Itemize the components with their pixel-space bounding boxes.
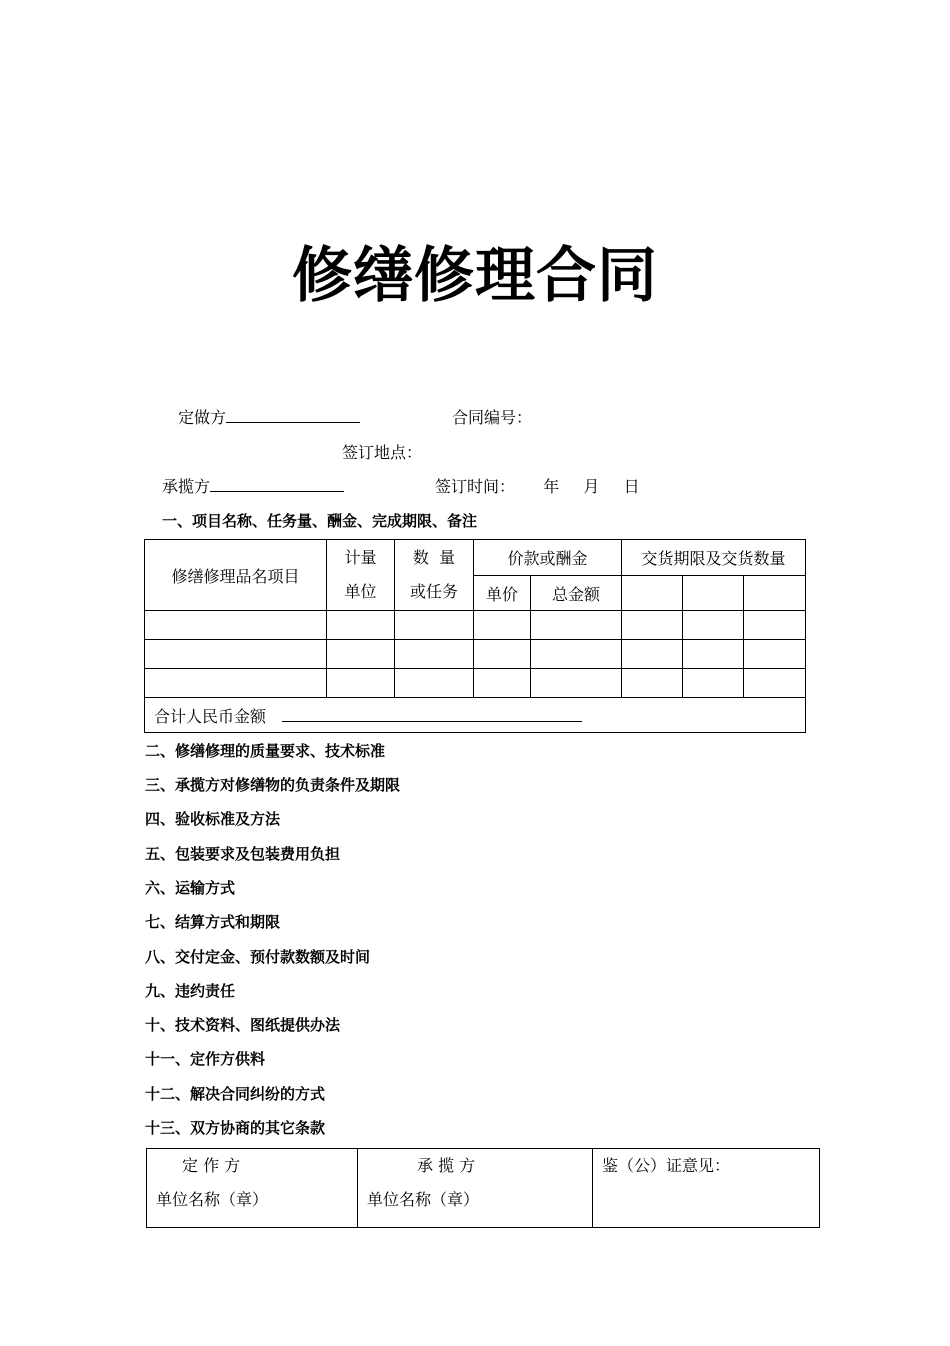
table-cell[interactable] bbox=[145, 669, 327, 698]
col-unit-price-header: 单价 bbox=[474, 576, 531, 611]
notary-cell[interactable] bbox=[593, 1149, 820, 1228]
ordering-party-signature-cell[interactable] bbox=[147, 1149, 358, 1228]
table-cell[interactable] bbox=[395, 669, 474, 698]
col-unit-bottom: 单位 bbox=[344, 582, 377, 601]
month-label: 月 bbox=[583, 477, 600, 496]
table-row bbox=[145, 611, 806, 640]
contractor-label: 承揽方 bbox=[162, 477, 211, 496]
items-table bbox=[144, 539, 806, 733]
unit-name-left: 单位名称（章） bbox=[156, 1190, 269, 1209]
day-label: 日 bbox=[623, 477, 640, 496]
table-cell[interactable] bbox=[474, 640, 531, 669]
col-qty-bottom: 或任务 bbox=[409, 582, 458, 601]
table-cell[interactable] bbox=[622, 640, 683, 669]
contractor-signature-cell[interactable] bbox=[358, 1149, 593, 1228]
table-cell[interactable] bbox=[622, 669, 683, 698]
section-2-heading: 二、修缮修理的质量要求、技术标准 bbox=[145, 742, 386, 760]
total-amount-blank[interactable] bbox=[282, 705, 582, 722]
section-6-heading: 六、运输方式 bbox=[145, 879, 236, 897]
contractor-heading: 承 揽 方 bbox=[417, 1156, 476, 1175]
section-12-heading: 十二、解决合同纠纷的方式 bbox=[145, 1085, 326, 1103]
total-cell bbox=[145, 698, 806, 733]
col-delivery-header: 交货期限及交货数量 bbox=[622, 540, 806, 576]
table-cell[interactable] bbox=[622, 611, 683, 640]
contractor-field bbox=[162, 474, 344, 497]
delivery-cell[interactable] bbox=[744, 576, 806, 611]
sign-place-label: 签订地点： bbox=[342, 443, 423, 462]
ordering-party-heading: 定 作 方 bbox=[182, 1156, 241, 1175]
section-11-heading: 十一、定作方供料 bbox=[145, 1050, 266, 1068]
contract-no-label: 合同编号： bbox=[452, 408, 533, 427]
total-label: 合计人民币金额 bbox=[154, 706, 267, 726]
col-total-header: 总金额 bbox=[531, 576, 622, 611]
col-unit-header bbox=[327, 540, 395, 611]
section-3-heading: 三、承揽方对修缮物的负责条件及期限 bbox=[145, 776, 401, 794]
table-cell[interactable] bbox=[683, 640, 744, 669]
contractor-blank[interactable] bbox=[210, 475, 344, 492]
table-cell[interactable] bbox=[327, 611, 395, 640]
table-cell[interactable] bbox=[145, 611, 327, 640]
delivery-cell[interactable] bbox=[622, 576, 683, 611]
section-8-heading: 八、交付定金、预付款数额及时间 bbox=[145, 948, 371, 966]
delivery-cell[interactable] bbox=[683, 576, 744, 611]
signature-table bbox=[146, 1148, 820, 1228]
section-9-heading: 九、违约责任 bbox=[145, 982, 236, 1000]
notary-label: 鉴（公）证意见： bbox=[602, 1156, 731, 1175]
ordering-party-label: 定做方 bbox=[178, 408, 227, 427]
table-cell[interactable] bbox=[683, 611, 744, 640]
ordering-party-blank[interactable] bbox=[226, 406, 360, 423]
ordering-party-field bbox=[178, 405, 360, 428]
table-cell[interactable] bbox=[395, 611, 474, 640]
table-cell[interactable] bbox=[395, 640, 474, 669]
table-cell[interactable] bbox=[744, 640, 806, 669]
sign-time-label: 签订时间： bbox=[435, 477, 516, 496]
table-cell[interactable] bbox=[531, 611, 622, 640]
col-price-header: 价款或酬金 bbox=[474, 540, 622, 576]
table-cell[interactable] bbox=[327, 669, 395, 698]
table-cell[interactable] bbox=[744, 669, 806, 698]
section-7-heading: 七、结算方式和期限 bbox=[145, 913, 281, 931]
sign-time-field bbox=[435, 474, 640, 497]
table-cell[interactable] bbox=[531, 669, 622, 698]
document-title: 修缮修理合同 bbox=[292, 241, 658, 311]
table-cell[interactable] bbox=[531, 640, 622, 669]
section-4-heading: 四、验收标准及方法 bbox=[145, 810, 281, 828]
table-cell[interactable] bbox=[474, 611, 531, 640]
table-row bbox=[145, 640, 806, 669]
table-cell[interactable] bbox=[683, 669, 744, 698]
section-13-heading: 十三、双方协商的其它条款 bbox=[145, 1119, 326, 1137]
year-label: 年 bbox=[543, 477, 560, 496]
table-cell[interactable] bbox=[327, 640, 395, 669]
table-cell[interactable] bbox=[744, 611, 806, 640]
table-cell[interactable] bbox=[474, 669, 531, 698]
table-cell[interactable] bbox=[145, 640, 327, 669]
section-10-heading: 十、技术资料、图纸提供办法 bbox=[145, 1016, 341, 1034]
total-row bbox=[145, 698, 806, 733]
table-row bbox=[145, 669, 806, 698]
section-1-heading: 一、项目名称、任务量、酬金、完成期限、备注 bbox=[162, 512, 478, 530]
col-item-header: 修缮修理品名项目 bbox=[145, 540, 327, 611]
col-qty-top: 数 量 bbox=[412, 548, 456, 567]
col-unit-top: 计量 bbox=[344, 548, 377, 567]
section-5-heading: 五、包装要求及包装费用负担 bbox=[145, 845, 341, 863]
col-qty-header bbox=[395, 540, 474, 611]
unit-name-right: 单位名称（章） bbox=[367, 1190, 480, 1209]
